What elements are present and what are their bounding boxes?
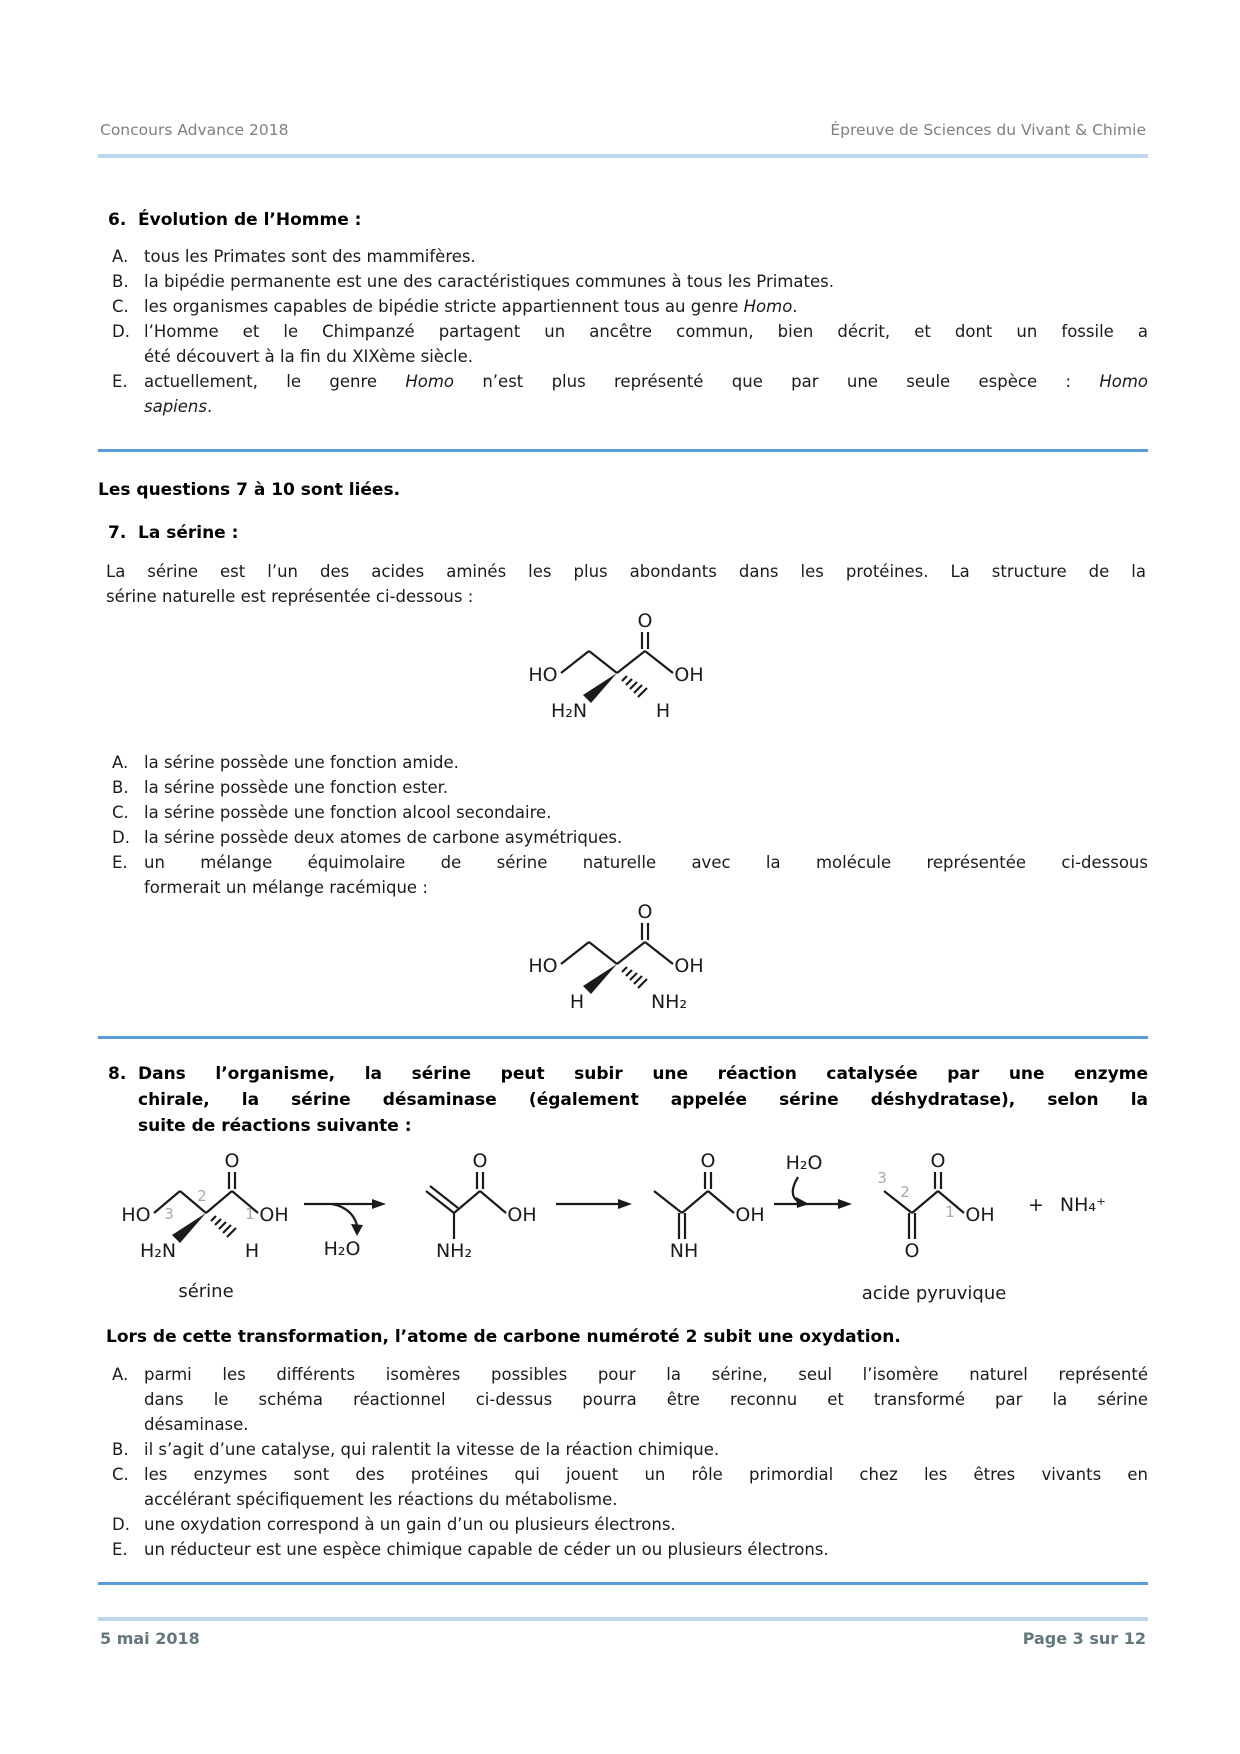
hydroxyl-label: HO xyxy=(528,664,558,686)
option-8d xyxy=(112,1512,1148,1537)
acid-oh-label: OH xyxy=(674,664,704,686)
intro-line: sérine naturelle est représentée ci-dessous : xyxy=(106,587,474,606)
option-letter: E. xyxy=(112,372,128,391)
option-line: une oxydation correspond à un gain d’un ou plusieurs électrons. xyxy=(144,1515,676,1534)
linked-questions-note: Les questions 7 à 10 sont liées. xyxy=(98,480,401,500)
option-letter: B. xyxy=(112,778,129,797)
imine-structure xyxy=(654,1150,765,1262)
footer-date: 5 mai 2018 xyxy=(100,1629,200,1648)
header-rule xyxy=(98,154,1148,158)
question-8-title-line: Dans l’organisme, la sérine peut subir une réaction catalysée par une enzyme xyxy=(138,1064,1148,1084)
pyruvic-acid-name-label: acide pyruvique xyxy=(861,1283,1007,1304)
serine-name-label: sérine xyxy=(178,1281,234,1302)
option-line: les enzymes sont des protéines qui jouent un rôle primordial chez les êtres vivants en xyxy=(144,1465,1148,1484)
plus-sign: + xyxy=(1028,1194,1044,1216)
reaction-arrow-1 xyxy=(304,1199,386,1260)
reaction-scheme-drawing xyxy=(98,1141,1146,1319)
wedge-bond xyxy=(583,964,617,994)
option-6a xyxy=(112,244,1148,269)
option-8b xyxy=(112,1437,1148,1462)
carbon-2-number: 2 xyxy=(197,1187,207,1205)
serine-structure-natural xyxy=(98,611,1148,738)
option-letter: E. xyxy=(112,853,128,872)
pyruvic-acid-structure xyxy=(862,1150,1007,1304)
option-line: un mélange équimolaire de sérine naturelle avec la molécule représentée ci-dessous xyxy=(144,853,1148,872)
hydrogen-label: H xyxy=(655,700,671,722)
option-7c xyxy=(112,800,1148,825)
question-6-heading xyxy=(98,208,1148,232)
option-letter: E. xyxy=(112,1540,128,1559)
option-letter: A. xyxy=(112,753,129,772)
question-7-number: 7. xyxy=(108,523,127,543)
option-letter: B. xyxy=(112,272,129,291)
reaction-arrow-2 xyxy=(556,1199,632,1209)
option-line: formerait un mélange racémique : xyxy=(144,878,428,897)
option-line: la sérine possède une fonction amide. xyxy=(144,753,459,772)
acid-oh-label: OH xyxy=(965,1204,995,1226)
carbonyl-oxygen-label: O xyxy=(637,611,653,632)
option-6d xyxy=(112,319,1148,369)
option-letter: D. xyxy=(112,828,130,847)
option-line: la sérine possède deux atomes de carbone asymétriques. xyxy=(144,828,623,847)
carbon-1-number: 1 xyxy=(245,1205,255,1223)
footer-rule xyxy=(98,1617,1148,1621)
acid-oh-label: OH xyxy=(507,1204,537,1226)
option-7b xyxy=(112,775,1148,800)
carbonyl-oxygen-label: O xyxy=(472,1150,488,1172)
question-8-title-line: suite de réactions suivante : xyxy=(138,1116,412,1136)
header-right: Épreuve de Sciences du Vivant & Chimie xyxy=(830,121,1146,139)
header-left: Concours Advance 2018 xyxy=(100,121,289,139)
option-letter: B. xyxy=(112,1440,129,1459)
option-line: dans le schéma réactionnel ci-dessus pourra être reconnu et transformé par la sérine xyxy=(144,1390,1148,1409)
carbon-1-number: 1 xyxy=(945,1203,955,1221)
option-6b xyxy=(112,269,1148,294)
option-line: désaminase. xyxy=(144,1415,249,1434)
reaction-scheme xyxy=(98,1141,1148,1319)
option-line: les organismes capables de bipédie stricte appartiennent tous au genre Homo. xyxy=(144,297,798,316)
option-8e xyxy=(112,1537,1148,1562)
option-line: la sérine possède une fonction ester. xyxy=(144,778,449,797)
hydrogen-label: H xyxy=(244,1240,260,1262)
wedge-bond xyxy=(172,1213,206,1243)
amine-label: H₂N xyxy=(139,1240,177,1262)
option-line: actuellement, le genre Homo n’est plus représenté que par une seule espèce : Homo xyxy=(144,372,1148,391)
option-6e xyxy=(112,369,1148,419)
question-7-intro xyxy=(106,559,1146,609)
intro-line: La sérine est l’un des acides aminés les plus abondants dans les protéines. La structure de la xyxy=(106,562,1146,581)
option-7d xyxy=(112,825,1148,850)
option-7a xyxy=(112,750,1148,775)
amine-label: NH₂ xyxy=(650,991,688,1013)
question-7-heading xyxy=(98,521,1148,545)
carbonyl-oxygen-label: O xyxy=(224,1150,240,1172)
option-letter: C. xyxy=(112,297,129,316)
page-header xyxy=(98,120,1148,140)
carbonyl-oxygen-label: O xyxy=(930,1150,946,1172)
question-8-heading xyxy=(98,1061,1148,1139)
question-6-number: 6. xyxy=(108,210,127,230)
option-letter: C. xyxy=(112,803,129,822)
option-line: la sérine possède une fonction alcool secondaire. xyxy=(144,803,552,822)
option-letter: A. xyxy=(112,247,129,266)
question-8-number: 8. xyxy=(108,1064,127,1084)
option-line: parmi les différents isomères possibles pour la sérine, seul l’isomère naturel représenté xyxy=(144,1365,1148,1384)
option-7e xyxy=(112,850,1148,900)
hydroxyl-label: HO xyxy=(121,1204,151,1226)
option-line: il s’agit d’une catalyse, qui ralentit la vitesse de la réaction chimique. xyxy=(144,1440,720,1459)
option-line: accélérant spécifiquement les réactions du métabolisme. xyxy=(144,1490,618,1509)
option-letter: D. xyxy=(112,1515,130,1534)
hydrogen-label: H xyxy=(569,991,585,1013)
section-divider xyxy=(98,1582,1148,1585)
serine-structure-mirror xyxy=(98,902,1148,1024)
oxidation-statement: Lors de cette transformation, l’atome de carbone numéroté 2 subit une oxydation. xyxy=(106,1327,901,1347)
carbon-2-number: 2 xyxy=(900,1183,910,1201)
acid-oh-label: OH xyxy=(259,1204,289,1226)
serine-numbered-structure xyxy=(121,1150,288,1302)
water-adding-label: H₂O xyxy=(785,1152,823,1174)
option-line: sapiens. xyxy=(144,397,213,416)
option-line: l’Homme et le Chimpanzé partagent un ancêtre commun, bien décrit, et dont un fossile a xyxy=(144,322,1148,341)
option-line: été découvert à la fin du XIXème siècle. xyxy=(144,347,473,366)
hydroxyl-label: HO xyxy=(528,955,558,977)
question-6-title: Évolution de l’Homme : xyxy=(138,210,362,230)
page-footer xyxy=(98,1629,1148,1649)
carbonyl-oxygen-label: O xyxy=(700,1150,716,1172)
amine-label: NH₂ xyxy=(435,1240,473,1262)
acid-oh-label: OH xyxy=(735,1204,765,1226)
acid-oh-label: OH xyxy=(674,955,704,977)
option-letter: C. xyxy=(112,1465,129,1484)
wedge-bond xyxy=(583,673,617,703)
option-letter: D. xyxy=(112,322,130,341)
carbon-3-number: 3 xyxy=(164,1205,174,1223)
carbonyl-oxygen-label: O xyxy=(637,902,653,923)
question-8-title-line: chirale, la sérine désaminase (également appelée sérine déshydratase), selon la xyxy=(138,1090,1148,1110)
option-8a xyxy=(112,1362,1148,1437)
option-8c xyxy=(112,1462,1148,1512)
question-6-options xyxy=(112,244,1148,419)
ammonium-product xyxy=(1028,1194,1106,1216)
option-line: un réducteur est une espèce chimique capable de céder un ou plusieurs électrons. xyxy=(144,1540,829,1559)
serine-molecule-drawing xyxy=(519,611,727,736)
question-8-options xyxy=(112,1362,1148,1562)
reaction-arrow-3 xyxy=(774,1152,852,1209)
imine-nh-label: NH xyxy=(669,1240,699,1262)
amine-label: H₂N xyxy=(550,700,588,722)
section-divider xyxy=(98,1036,1148,1039)
ammonium-label: NH₄⁺ xyxy=(1059,1194,1107,1216)
question-7-title: La sérine : xyxy=(138,523,239,543)
question-7-options xyxy=(112,750,1148,900)
mirror-serine-molecule-drawing xyxy=(519,902,727,1022)
ketone-oxygen-label: O xyxy=(904,1240,920,1262)
water-leaving-label: H₂O xyxy=(323,1238,361,1260)
option-line: la bipédie permanente est une des caractéristiques communes à tous les Primates. xyxy=(144,272,834,291)
section-divider xyxy=(98,449,1148,452)
footer-page-number: Page 3 sur 12 xyxy=(1022,1629,1146,1648)
option-letter: A. xyxy=(112,1365,129,1384)
aminoacrylate-structure xyxy=(426,1150,537,1262)
carbon-3-number: 3 xyxy=(877,1169,887,1187)
option-line: tous les Primates sont des mammifères. xyxy=(144,247,476,266)
option-6c xyxy=(112,294,1148,319)
